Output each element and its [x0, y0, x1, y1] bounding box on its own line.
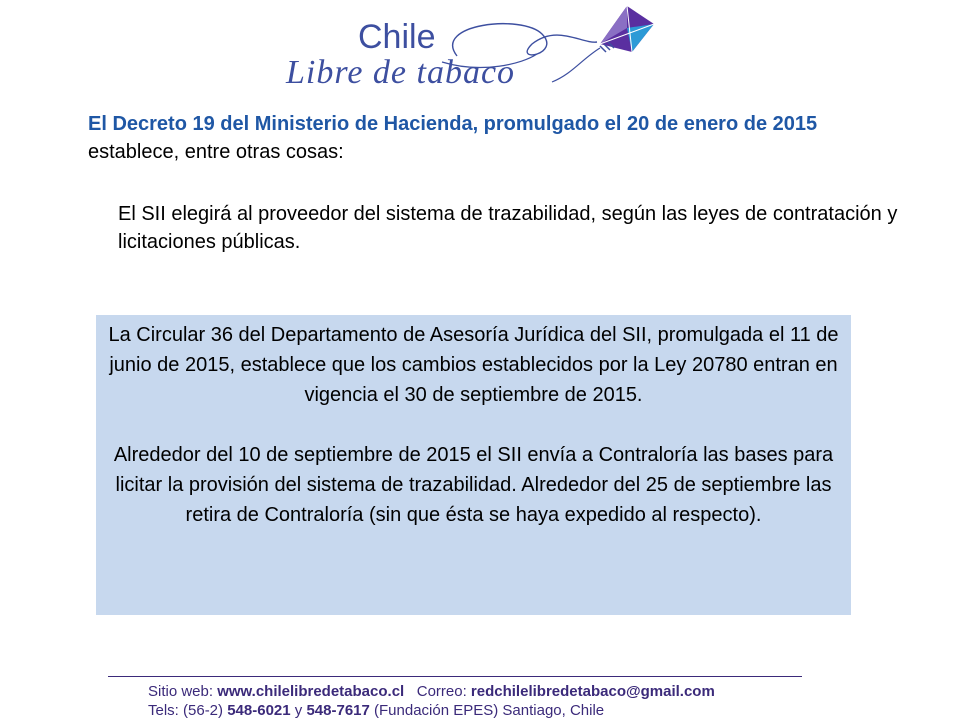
footer-line-2 [148, 701, 715, 720]
box-paragraph-2: Alrededor del 10 de septiembre de 2015 el SII envía a Contraloría las bases para licitar la provisión del sistema de trazabilidad. Alrededor del 25 de septiembre las retira de Contraloría (sin que ésta se haya expedido al respecto). [113, 444, 834, 526]
intro-rest: establece, entre otras cosas: [88, 141, 344, 163]
footer [148, 682, 715, 720]
footer-tel-2: 548-7617 [306, 702, 370, 719]
footer-tels-label: Tels: (56-2) [148, 702, 228, 719]
footer-tel-sep: y [290, 702, 307, 719]
footer-web-label: Sitio web: [148, 683, 218, 700]
footer-tel-1: 548-6021 [227, 702, 291, 719]
footer-line-1 [148, 682, 715, 701]
intro-highlight: El Decreto 19 del Ministerio de Hacienda, promulgado el 20 de enero de 2015 [88, 113, 818, 135]
footer-web-link[interactable]: www.chilelibredetabaco.cl [217, 683, 405, 700]
logo [282, 4, 662, 94]
logo-title-chile: Chile [358, 18, 436, 56]
intro-paragraph [88, 110, 848, 166]
footer-email-label: Correo: [416, 683, 471, 700]
footer-email-link[interactable]: redchilelibredetabaco@gmail.com [470, 683, 715, 700]
sii-point: El SII elegirá al proveedor del sistema de trazabilidad, según las leyes de contratación y licitaciones públicas. [118, 203, 898, 253]
footer-tel-rest: (Fundación EPES) Santiago, Chile [369, 702, 605, 719]
box-paragraph-1: La Circular 36 del Departamento de Asesoría Jurídica del SII, promulgada el 11 de junio de 2015, establece que los cambios establecidos por la Ley 20780 entran en vigencia el 30 de septiembre de 2015. [108, 324, 839, 406]
footer-divider [108, 676, 802, 677]
logo-title-libre-de-tabaco: Libre de tabaco [286, 54, 516, 91]
info-box [96, 315, 851, 615]
